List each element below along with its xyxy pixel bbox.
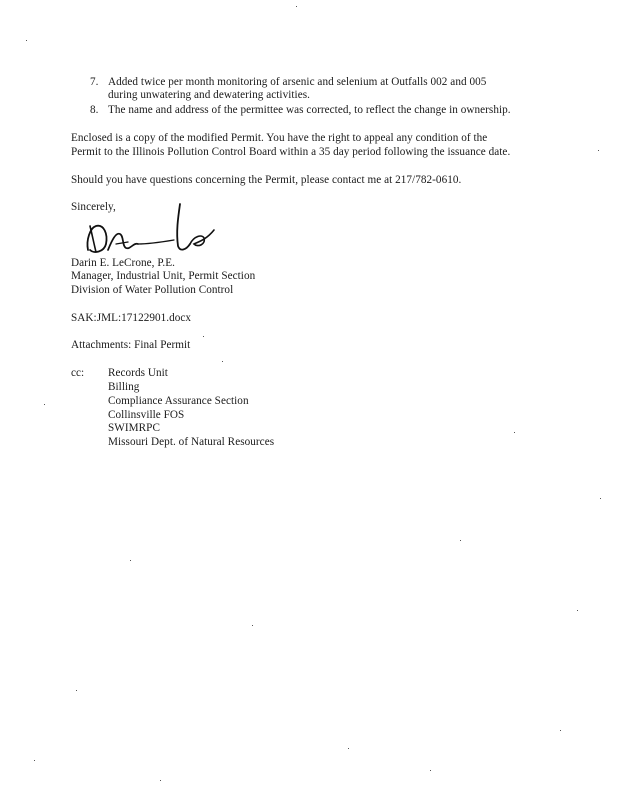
signer-division: Division of Water Pollution Control [71,284,234,296]
scan-speck [34,760,35,761]
scan-speck [203,336,204,337]
scan-speck [600,498,601,499]
cc-recipient: Records Unit [108,367,168,379]
scan-speck [26,40,27,41]
scan-speck [514,432,515,433]
cc-label: cc: [71,367,85,379]
document-reference: SAK:JML:17122901.docx [71,312,192,324]
scan-speck [598,150,599,151]
scan-speck [222,361,223,362]
enclosed-paragraph-line: Permit to the Illinois Pollution Control Board within a 35 day period following the issuance date. [71,146,511,158]
list-item-line: during unwatering and dewatering activities. [108,89,310,101]
scan-speck [348,748,349,749]
signer-title: Manager, Industrial Unit, Permit Section [71,270,256,282]
signer-name: Darin E. LeCrone, P.E. [71,257,175,269]
cc-recipient: Collinsville FOS [108,409,185,421]
scan-speck [252,625,253,626]
list-item-number: 8. [90,104,99,116]
scan-speck [460,540,461,541]
scan-speck [560,730,561,731]
cc-recipient: Missouri Dept. of Natural Resources [108,436,275,448]
list-item-number: 7. [90,76,99,88]
scan-speck [430,770,431,771]
scan-speck [160,780,161,781]
contact-paragraph: Should you have questions concerning the Permit, please contact me at 217/782-0610. [71,174,462,186]
cc-recipient: Billing [108,381,140,393]
scan-speck [130,560,131,561]
enclosed-paragraph-line: Enclosed is a copy of the modified Permit. You have the right to appeal any condition of the [71,132,488,144]
list-item-line: Added twice per month monitoring of arsenic and selenium at Outfalls 002 and 005 [108,76,487,88]
scan-speck [577,610,578,611]
scan-speck [296,6,297,7]
attachments-line: Attachments: Final Permit [71,339,191,351]
closing-salutation: Sincerely, [71,201,116,213]
list-item-line: The name and address of the permittee was corrected, to reflect the change in ownership. [108,104,511,116]
scan-speck [76,690,77,691]
scan-speck [44,404,45,405]
cc-recipient: SWIMRPC [108,422,160,434]
cc-recipient: Compliance Assurance Section [108,395,249,407]
handwritten-signature [82,200,222,258]
